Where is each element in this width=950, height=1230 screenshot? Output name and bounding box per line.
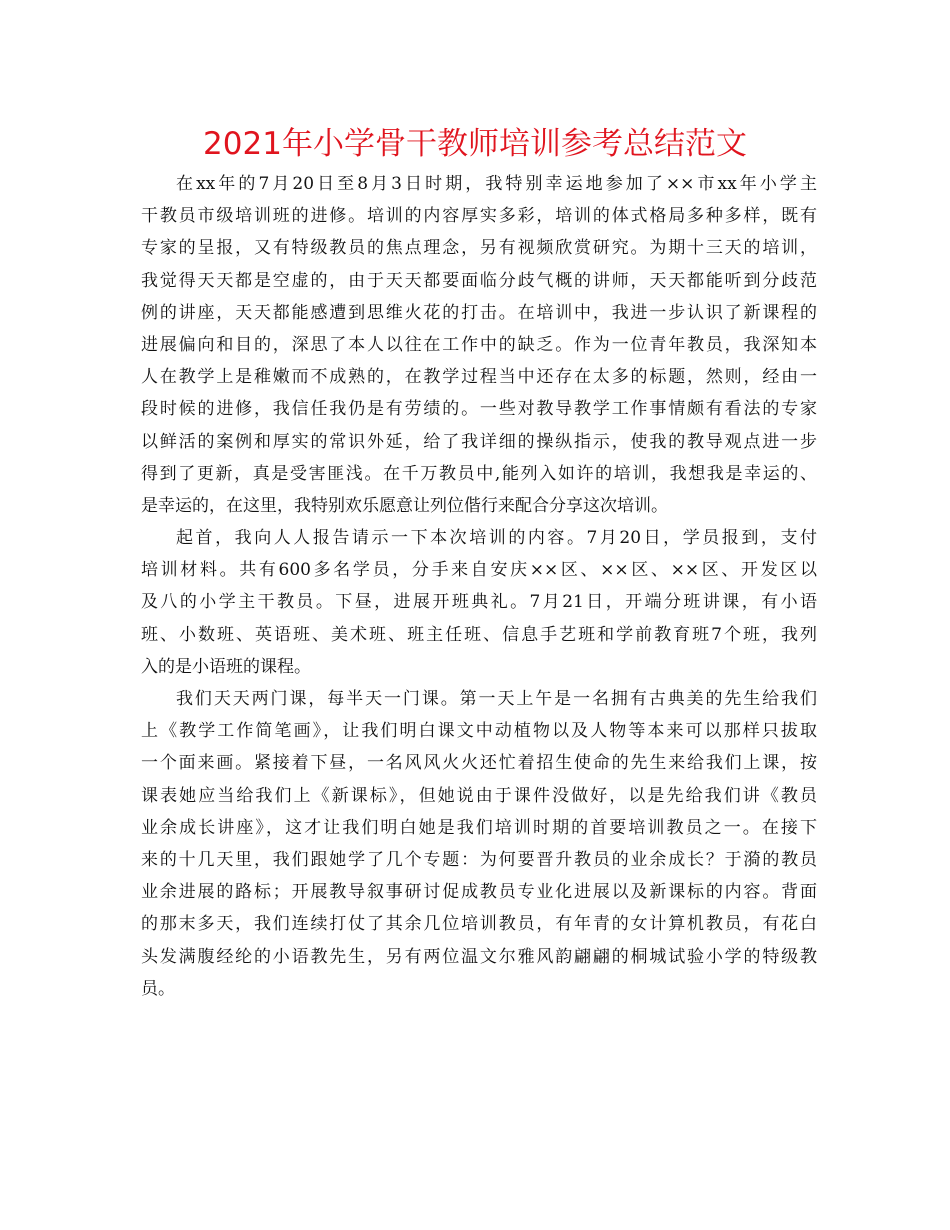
text-line: 以鲜活的案例和厚实的常识外延，给了我详细的操纵指示，使我的教导观点进一步: [141, 431, 817, 452]
text-line: 进展偏向和目的，深思了本人以往在工作中的缺乏。作为一位青年教员，我深知本: [141, 334, 817, 355]
text-line: 头发满腹经纶的小语教先生，另有两位温文尔雅风韵翩翩的桐城试验小学的特级教: [141, 946, 817, 967]
paragraph-1: [141, 168, 817, 522]
text-line: 我们天天两门课，每半天一门课。第一天上午是一名拥有古典美的先生给我们: [176, 689, 817, 709]
text-line: 段时候的进修，我信任我仍是有劳绩的。一些对教导教学工作事情颇有看法的专家: [141, 399, 817, 420]
text-line: 课表她应当给我们上《新课标》，但她说由于课件没做好，以是先给我们讲《教员: [141, 785, 817, 806]
text-line: 起首，我向人人报告请示一下本次培训的内容。7月20日，学员报到，支付: [176, 528, 817, 549]
text-line: 上《教学工作简笔画》，让我们明白课文中动植物以及人物等本来可以那样只拔取: [141, 721, 817, 742]
text-line: 及八的小学主干教员。下昼，进展开班典礼。7月21日，开端分班讲课，有小语: [141, 592, 817, 613]
text-line: 的那末多天，我们连续打仗了其余几位培训教员，有年青的女计算机教员，有花白: [141, 914, 817, 935]
text-line: 是幸运的，在这里，我特别欢乐愿意让列位偕行来配合分享这次培训。: [141, 495, 668, 516]
text-line: 培训材料。共有600多名学员，分手来自安庆××区、××区、××区、开发区以: [141, 560, 817, 581]
text-line: 我觉得天天都是空虚的，由于天天都要面临分歧气概的讲师，天天都能听到分歧范: [141, 270, 817, 291]
text-line: 业余成长讲座》，这才让我们明白她是我们培训时期的首要培训教员之一。在接下: [141, 817, 817, 838]
text-line: 干教员市级培训班的进修。培训的内容厚实多彩，培训的体式格局多种多样，既有: [141, 206, 817, 227]
text-line: 一个面来画。紧接着下昼，一名风风火火还忙着招生使命的先生来给我们上课，按: [141, 753, 817, 774]
text-line: 专家的呈报，又有特级教员的焦点理念，另有视频欣赏研究。为期十三天的培训，: [141, 238, 817, 259]
text-line: 例的讲座，天天都能感遭到思维火花的打击。在培训中，我进一步认识了新课程的: [141, 302, 817, 323]
text-line: 业余进展的路标；开展教导叙事研讨促成教员专业化进展以及新课标的内容。背面: [141, 882, 817, 903]
document-body: [141, 168, 817, 1005]
text-line: 来的十几天里，我们跟她学了几个专题：为何要晋升教员的业余成长？于漪的教员: [141, 849, 817, 870]
text-line: 人在教学上是稚嫩而不成熟的，在教学过程当中还存在太多的标题，然则，经由一: [141, 367, 817, 388]
paragraph-2: [141, 522, 817, 683]
document-title: 2021年小学骨干教师培训参考总结范文: [203, 126, 747, 162]
text-line: 员。: [141, 978, 175, 999]
text-line: 班、小数班、英语班、美术班、班主任班、信息手艺班和学前教育班7个班，我列: [141, 624, 817, 645]
text-line: 得到了更新，真是受害匪浅。在千万教员中,能列入如许的培训，我想我是幸运的、: [141, 463, 817, 484]
text-line: 入的是小语班的课程。: [141, 656, 311, 677]
text-line: 在xx年的7月20日至8月3日时期，我特别幸运地参加了××市xx年小学主: [176, 174, 817, 194]
paragraph-3: [141, 683, 817, 1005]
